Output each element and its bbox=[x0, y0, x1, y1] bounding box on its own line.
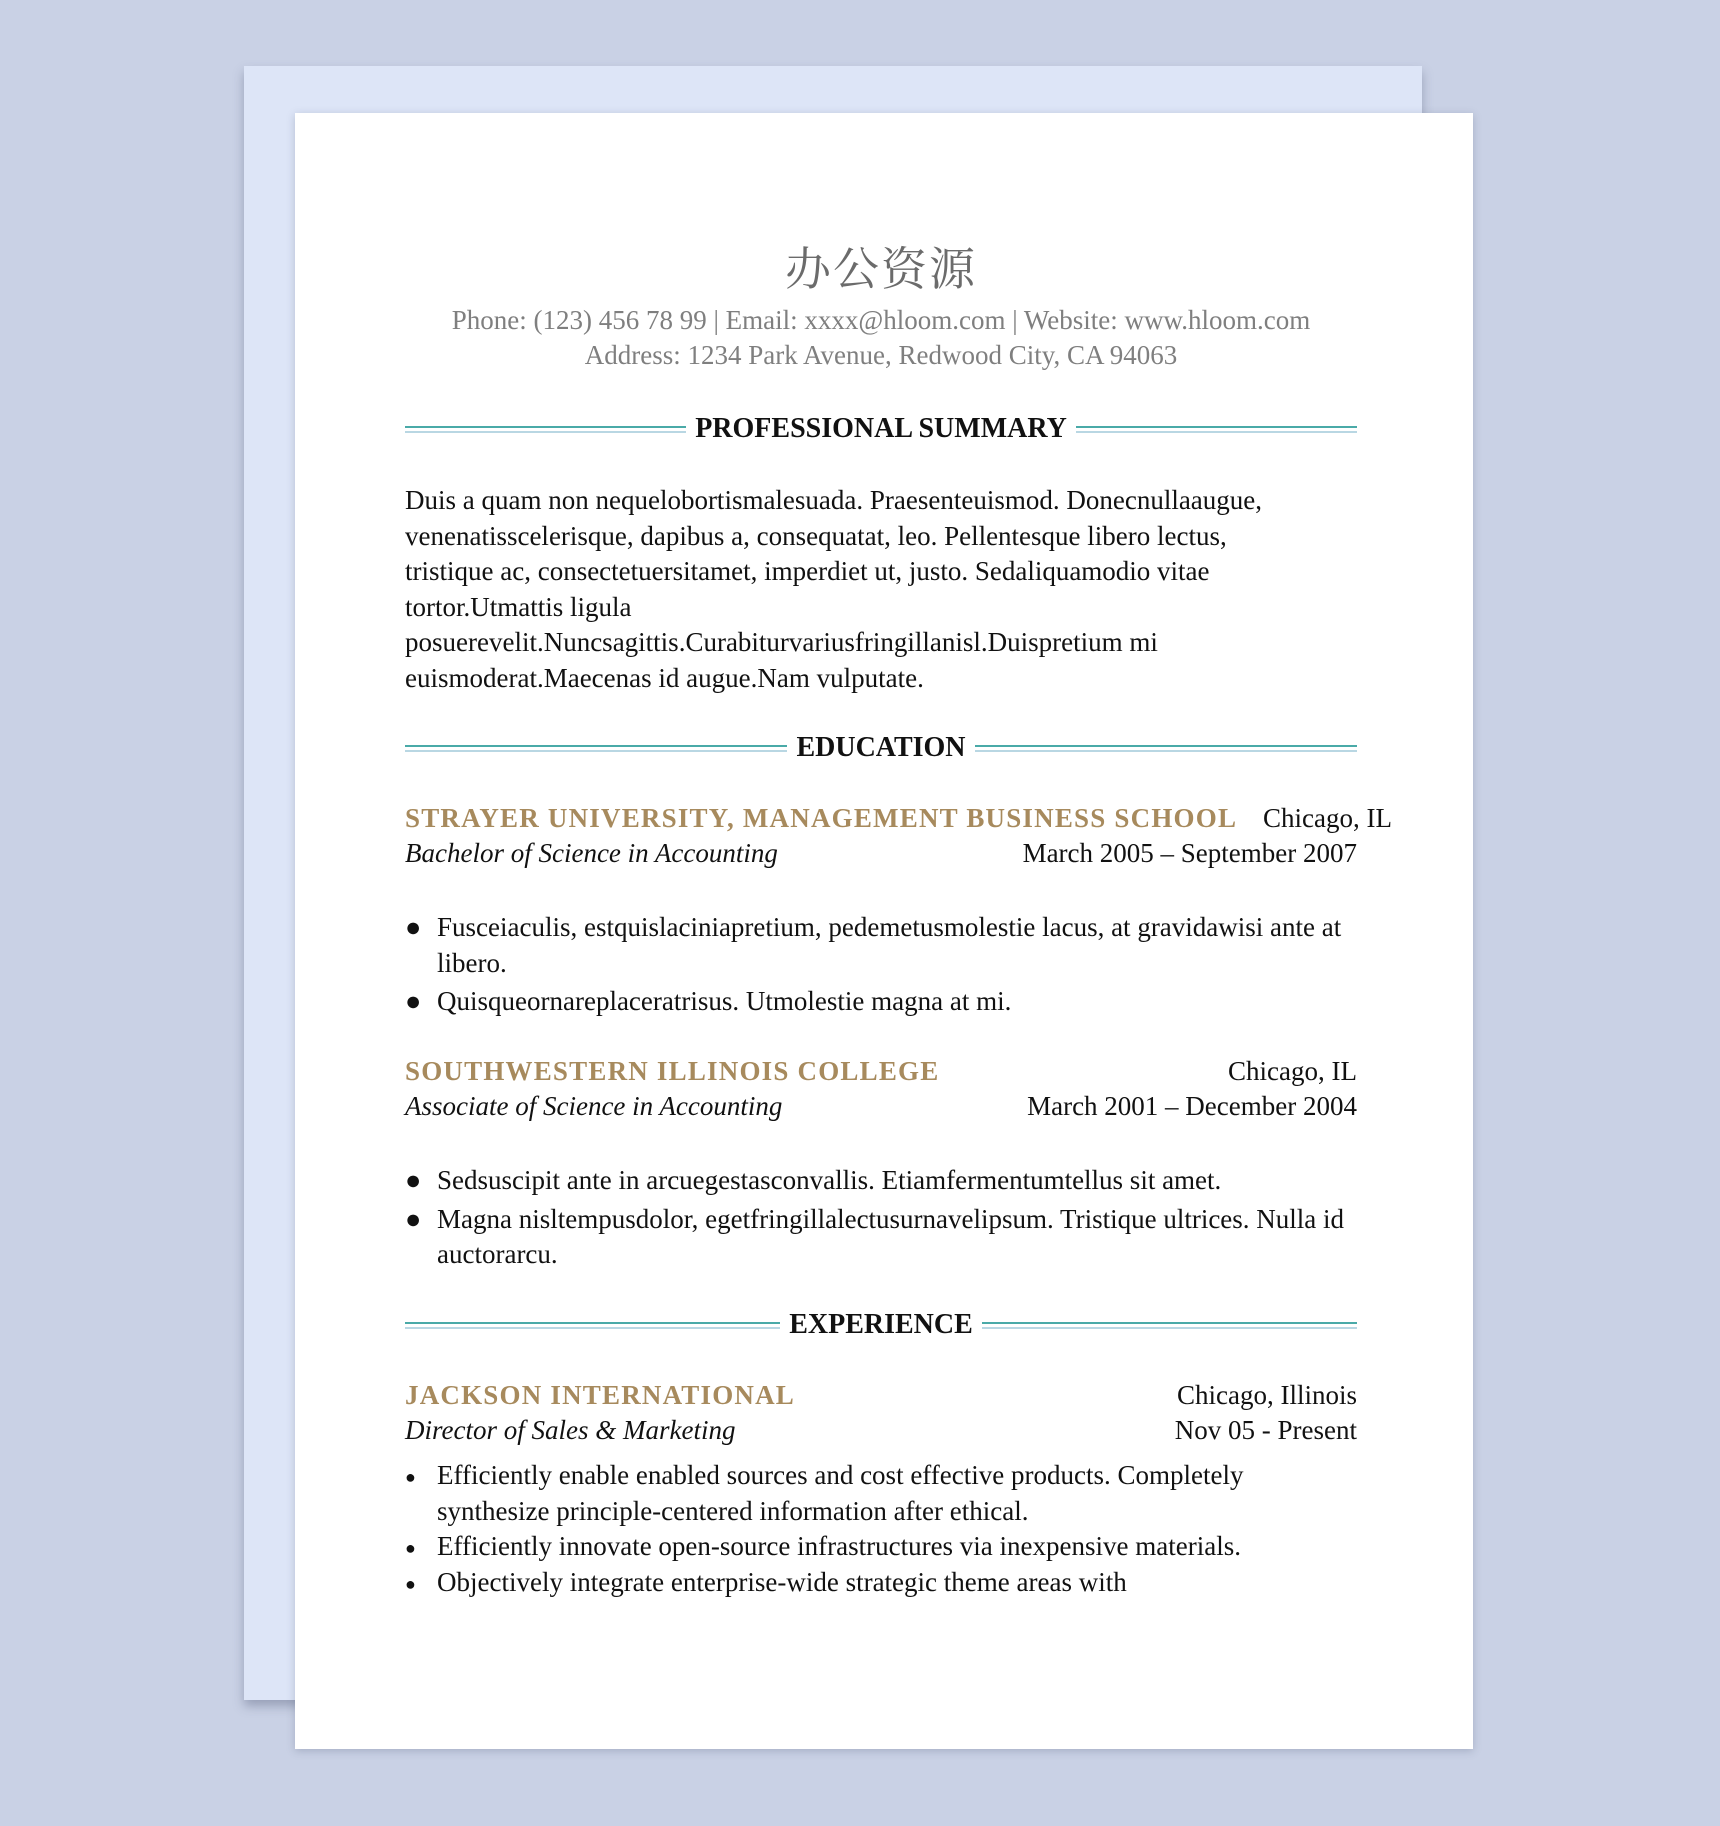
address-line: Address: 1234 Park Avenue, Redwood City, CA 94063 bbox=[584, 340, 1178, 370]
bullet-icon: ● bbox=[405, 1467, 416, 1487]
bullet-text: Magna nisltempusdolor, egetfringillalectusurnavelipsum. Tristique ultrices. Nulla id auctorarcu. bbox=[437, 1203, 1345, 1269]
section-rule-right bbox=[975, 745, 1357, 752]
section-rule-right bbox=[1076, 426, 1357, 433]
resume-page bbox=[295, 113, 1473, 1749]
summary-line: tristique ac, consectetuersitamet, imperdiet ut, justo. Sedaliquamodio vitae bbox=[405, 556, 1210, 586]
list-item bbox=[405, 1163, 1357, 1199]
bullet-text: Efficiently innovate open-source infrastructures via inexpensive materials. bbox=[437, 1531, 1241, 1561]
summary-line: posuerevelit.Nuncsagittis.Curabiturvariusfringillanisl.Duispretium mi bbox=[405, 627, 1158, 657]
school-location: Chicago, IL bbox=[1228, 1056, 1357, 1086]
list-item bbox=[405, 1529, 1357, 1565]
section-rule-right bbox=[982, 1322, 1357, 1329]
degree-title: Associate of Science in Accounting bbox=[405, 1091, 783, 1121]
job-dates: Nov 05 - Present bbox=[1174, 1415, 1357, 1445]
summary-line: venenatisscelerisque, dapibus a, consequatat, leo. Pellentesque libero lectus, bbox=[405, 520, 1227, 551]
bullet-text: Sedsuscipit ante in arcuegestasconvallis. Etiamfermentumtellus sit amet. bbox=[437, 1165, 1222, 1195]
bullet-icon: ● bbox=[405, 1165, 422, 1195]
school-name: SOUTHWESTERN ILLINOIS COLLEGE bbox=[405, 1056, 940, 1086]
bullet-icon: ● bbox=[405, 1203, 422, 1234]
bullet-text: Fusceiaculis, estquislaciniapretium, pedemetusmolestie lacus, at gravidawisi ante at libero. bbox=[437, 912, 1342, 978]
degree-title: Bachelor of Science in Accounting bbox=[405, 838, 778, 868]
company-name: JACKSON INTERNATIONAL bbox=[405, 1380, 796, 1410]
summary-line: Duis a quam non nequelobortismalesuada. Praesenteuismod. Donecnullaaugue, bbox=[405, 485, 1263, 515]
contact-line: Phone: (123) 456 78 99 | Email: xxxx@hloom.com | Website: www.hloom.com bbox=[451, 305, 1311, 335]
bullet-text: Objectively integrate enterprise-wide strategic theme areas with bbox=[437, 1566, 1127, 1597]
bullet-text: Efficiently enable enabled sources and cost effective products. Completely synthesize principle-centered information after ethical. bbox=[437, 1460, 1244, 1526]
company-location: Chicago, Illinois bbox=[1177, 1380, 1357, 1410]
education-section-header bbox=[405, 731, 1357, 765]
education-dates: March 2001 – December 2004 bbox=[1027, 1091, 1357, 1121]
list-item bbox=[405, 984, 1357, 1020]
experience-section-title: EXPERIENCE bbox=[789, 1309, 973, 1340]
school-name: STRAYER UNIVERSITY, MANAGEMENT BUSINESS SCHOOL bbox=[405, 803, 1238, 833]
summary-line: euismoderat.Maecenas id augue.Nam vulputate. bbox=[405, 662, 924, 693]
education-dates: March 2005 – September 2007 bbox=[1022, 838, 1357, 868]
education-entry-header bbox=[405, 800, 1392, 836]
experience-entry-header bbox=[405, 1377, 1357, 1413]
list-item bbox=[405, 1202, 1357, 1273]
education-entry-header bbox=[405, 1053, 1357, 1089]
list-item bbox=[405, 910, 1357, 981]
education-bullet-list bbox=[405, 910, 1357, 1023]
list-item bbox=[405, 1565, 1357, 1601]
education-entry-subheader bbox=[405, 835, 1357, 871]
job-title: Director of Sales & Marketing bbox=[405, 1415, 736, 1445]
experience-section-header bbox=[405, 1308, 1357, 1342]
section-rule-left bbox=[405, 426, 686, 433]
summary-line: tortor.Utmattis ligula bbox=[405, 591, 632, 622]
bullet-text: Quisqueornareplaceratrisus. Utmolestie magna at mi. bbox=[437, 986, 1012, 1016]
education-bullet-list bbox=[405, 1163, 1357, 1276]
experience-entry-subheader bbox=[405, 1412, 1357, 1448]
experience-bullet-list bbox=[405, 1458, 1357, 1600]
summary-section-header bbox=[405, 412, 1357, 446]
education-entry-subheader bbox=[405, 1088, 1357, 1124]
school-location: Chicago, IL bbox=[1263, 803, 1392, 833]
resume-name: 办公资源 bbox=[785, 242, 977, 296]
list-item bbox=[405, 1458, 1357, 1529]
education-section-title: EDUCATION bbox=[796, 732, 966, 763]
bullet-icon: ● bbox=[405, 912, 422, 942]
section-rule-left bbox=[405, 745, 787, 752]
section-rule-left bbox=[405, 1322, 780, 1329]
bullet-icon: ● bbox=[405, 1573, 416, 1594]
professional-summary bbox=[405, 483, 1357, 696]
bullet-icon: ● bbox=[405, 986, 422, 1016]
summary-section-title: PROFESSIONAL SUMMARY bbox=[695, 413, 1067, 444]
bullet-icon: ● bbox=[405, 1538, 416, 1558]
